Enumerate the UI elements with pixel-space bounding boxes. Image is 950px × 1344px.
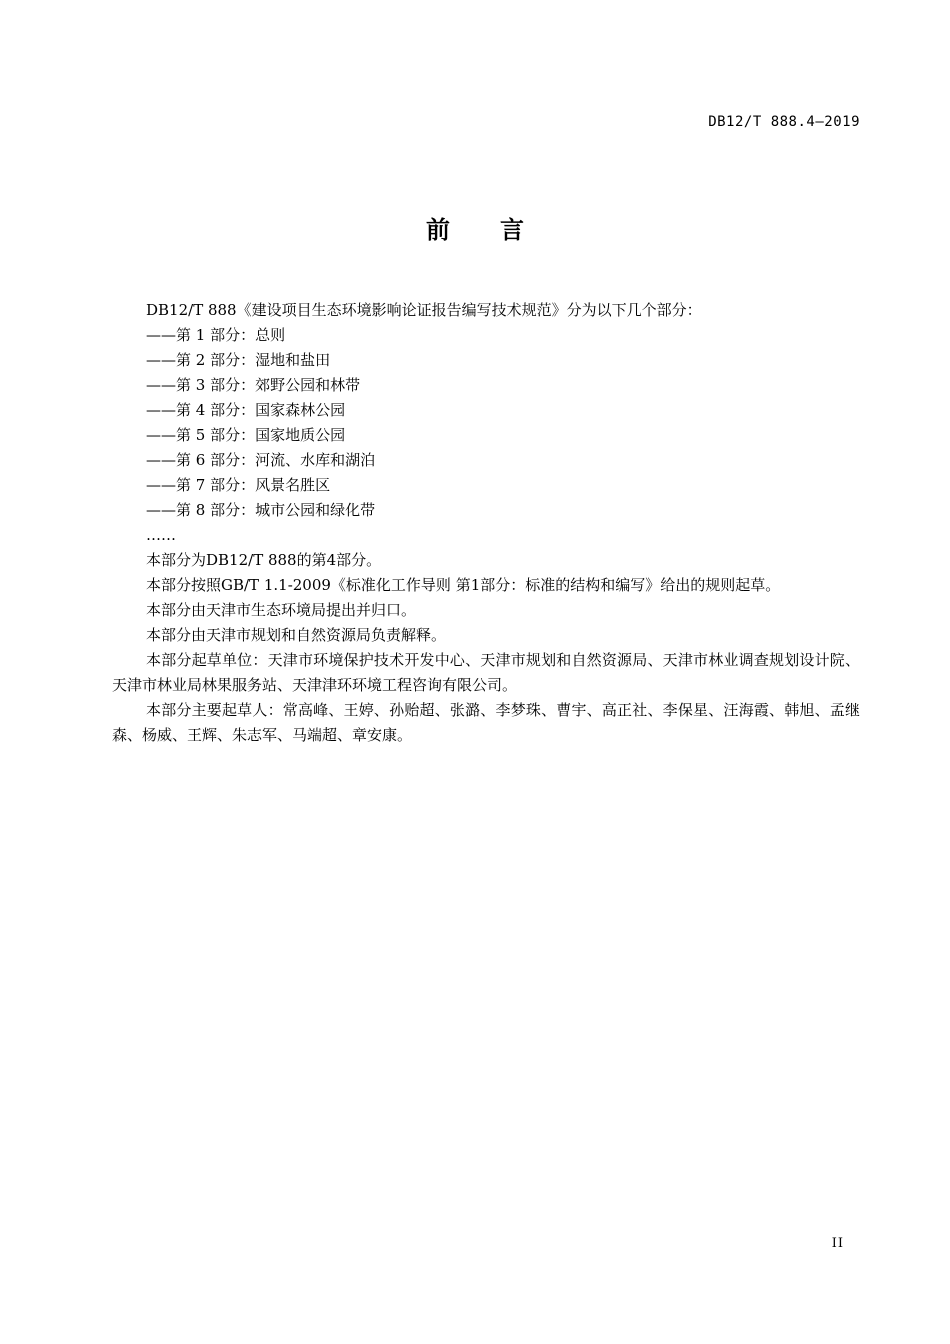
- proposer-paragraph: 本部分由天津市生态环境局提出并归口。: [146, 601, 417, 619]
- foreword-body: [112, 298, 860, 748]
- page-title: [0, 210, 950, 245]
- intro-paragraph: DB12/T 888《建设项目生态环境影响论证报告编写技术规范》分为以下几个部分：: [146, 301, 702, 319]
- part-list-item: ——第 4 部分：国家森林公园: [146, 401, 346, 419]
- part-statement-paragraph: 本部分为DB12/T 888的第4部分。: [146, 551, 382, 569]
- drafting-units-paragraph: 本部分起草单位：天津市环境保护技术开发中心、天津市规划和自然资源局、天津市林业调查规划设计院、天津市林业局林果服务站、天津津环环境工程咨询有限公司。: [112, 651, 860, 694]
- part-list-item: ——第 6 部分：河流、水库和湖泊: [146, 451, 376, 469]
- drafting-rules-paragraph: 本部分按照GB/T 1.1-2009《标准化工作导则 第1部分：标准的结构和编写》给出的规则起草。: [146, 576, 781, 594]
- drafters-paragraph: 本部分主要起草人：常高峰、王婷、孙贻超、张潞、李梦珠、曹宇、高正社、李保星、汪海霞、韩旭、孟继森、杨威、王辉、朱志军、马端超、章安康。: [112, 701, 860, 744]
- part-list-item: ——第 5 部分：国家地质公园: [146, 426, 346, 444]
- part-list-item: ——第 3 部分：郊野公园和林带: [146, 376, 361, 394]
- title-char-2: 言: [500, 216, 524, 244]
- list-ellipsis: ……: [146, 526, 176, 544]
- document-code: DB12/T 888.4—2019: [708, 114, 860, 130]
- part-list-item: ——第 2 部分：湿地和盐田: [146, 351, 331, 369]
- page-number: II: [831, 1236, 844, 1251]
- part-list-item: ——第 1 部分：总则: [146, 326, 286, 344]
- part-list-item: ——第 7 部分：风景名胜区: [146, 476, 331, 494]
- part-list-item: ——第 8 部分：城市公园和绿化带: [146, 501, 376, 519]
- title-char-1: 前: [426, 216, 450, 244]
- interpretation-paragraph: 本部分由天津市规划和自然资源局负责解释。: [146, 626, 447, 644]
